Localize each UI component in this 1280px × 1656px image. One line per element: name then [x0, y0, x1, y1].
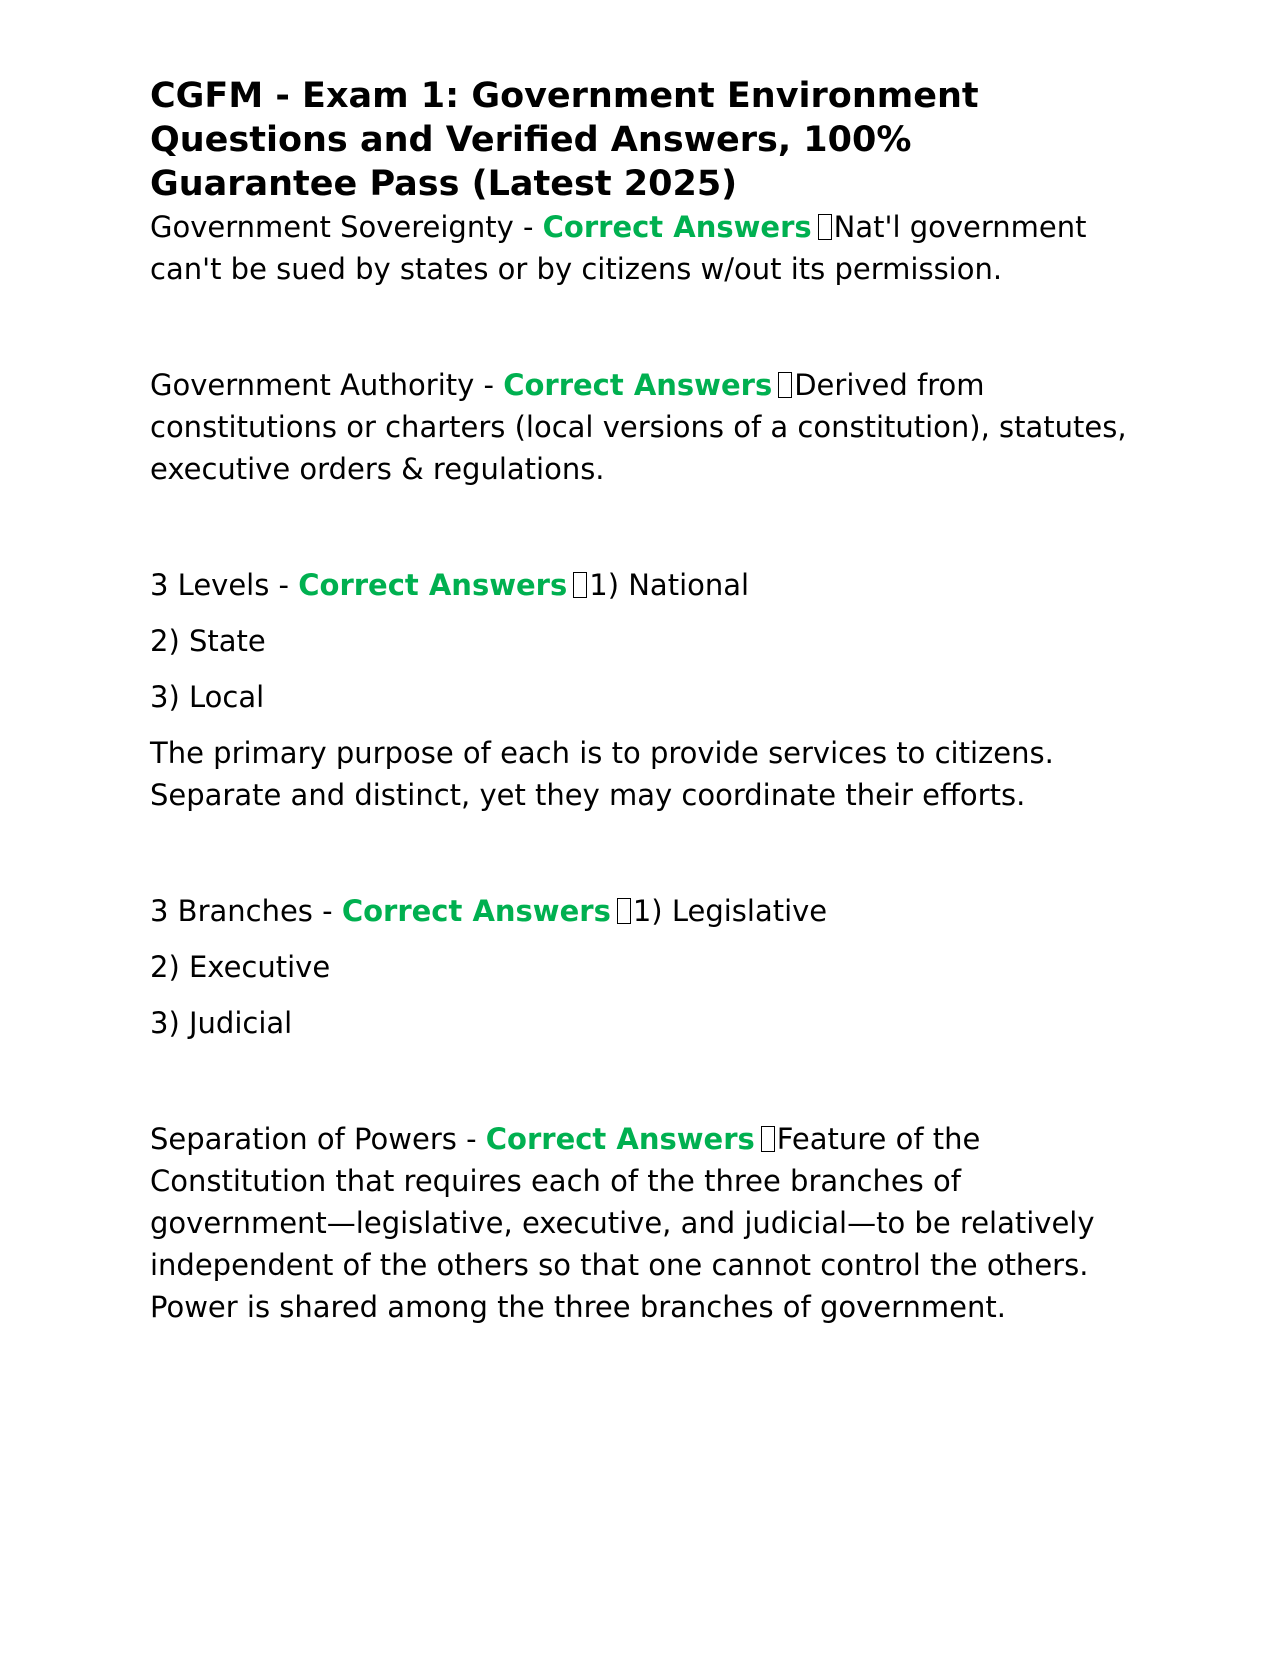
missing-glyph-icon: [617, 898, 631, 924]
correct-answers-label: Correct Answers: [485, 1122, 755, 1156]
spacer: [150, 490, 1130, 564]
entry-government-sovereignty: [150, 206, 1130, 290]
correct-answers-label: Correct Answers: [503, 368, 773, 402]
entry-3-levels: [150, 564, 1130, 606]
entry-separator: -: [269, 568, 299, 602]
correct-answers-label: Correct Answers: [542, 210, 812, 244]
entry-term: 3 Levels: [150, 568, 270, 602]
missing-glyph-icon: [761, 1126, 775, 1152]
entry-answer: Derived from constitutions or charters (local versions of a constitution), statutes, executive orders & regulations.: [150, 368, 1127, 486]
missing-glyph-icon: [778, 372, 792, 398]
correct-answers-label: Correct Answers: [341, 894, 611, 928]
entry-term: 3 Branches: [150, 894, 313, 928]
entry-separator: -: [312, 894, 342, 928]
entry-government-authority: [150, 364, 1130, 490]
list-item: 2) State: [150, 624, 266, 658]
missing-glyph-icon: [818, 214, 832, 240]
entry-separator: -: [456, 1122, 486, 1156]
entry-answer: 1) Legislative: [632, 894, 828, 928]
spacer: [150, 1044, 1130, 1118]
entry-3-branches: [150, 890, 1130, 932]
correct-answers-label: Correct Answers: [298, 568, 568, 602]
document-title: CGFM - Exam 1: Government Environment Questions and Verified Answers, 100% Guarantee Pass (Latest 2025): [150, 76, 979, 204]
entry-answer: Nat'l government can't be sued by states or by citizens w/out its permission.: [150, 210, 1087, 286]
spacer: [150, 290, 1130, 364]
missing-glyph-icon: [573, 572, 587, 598]
spacer: [150, 816, 1130, 890]
entry-separator: -: [513, 210, 543, 244]
entry-answer: Feature of the Constitution that requires each of the three branches of government—legislative, executive, and judicial—to be relatively independent of the others so that one cannot control the others. Power is shared among the three branches of government.: [150, 1122, 1095, 1324]
entry-answer: 1) National: [589, 568, 750, 602]
entry-note: The primary purpose of each is to provide services to citizens. Separate and distinct, yet they may coordinate their efforts.: [150, 736, 1054, 812]
entry-separator: -: [474, 368, 504, 402]
list-item: 2) Executive: [150, 950, 331, 984]
entry-separation-of-powers: [150, 1118, 1130, 1328]
entry-term: Government Authority: [150, 368, 475, 402]
entry-term: Government Sovereignty: [150, 210, 514, 244]
list-item: 3) Local: [150, 680, 265, 714]
entry-term: Separation of Powers: [150, 1122, 457, 1156]
list-item: 3) Judicial: [150, 1006, 293, 1040]
